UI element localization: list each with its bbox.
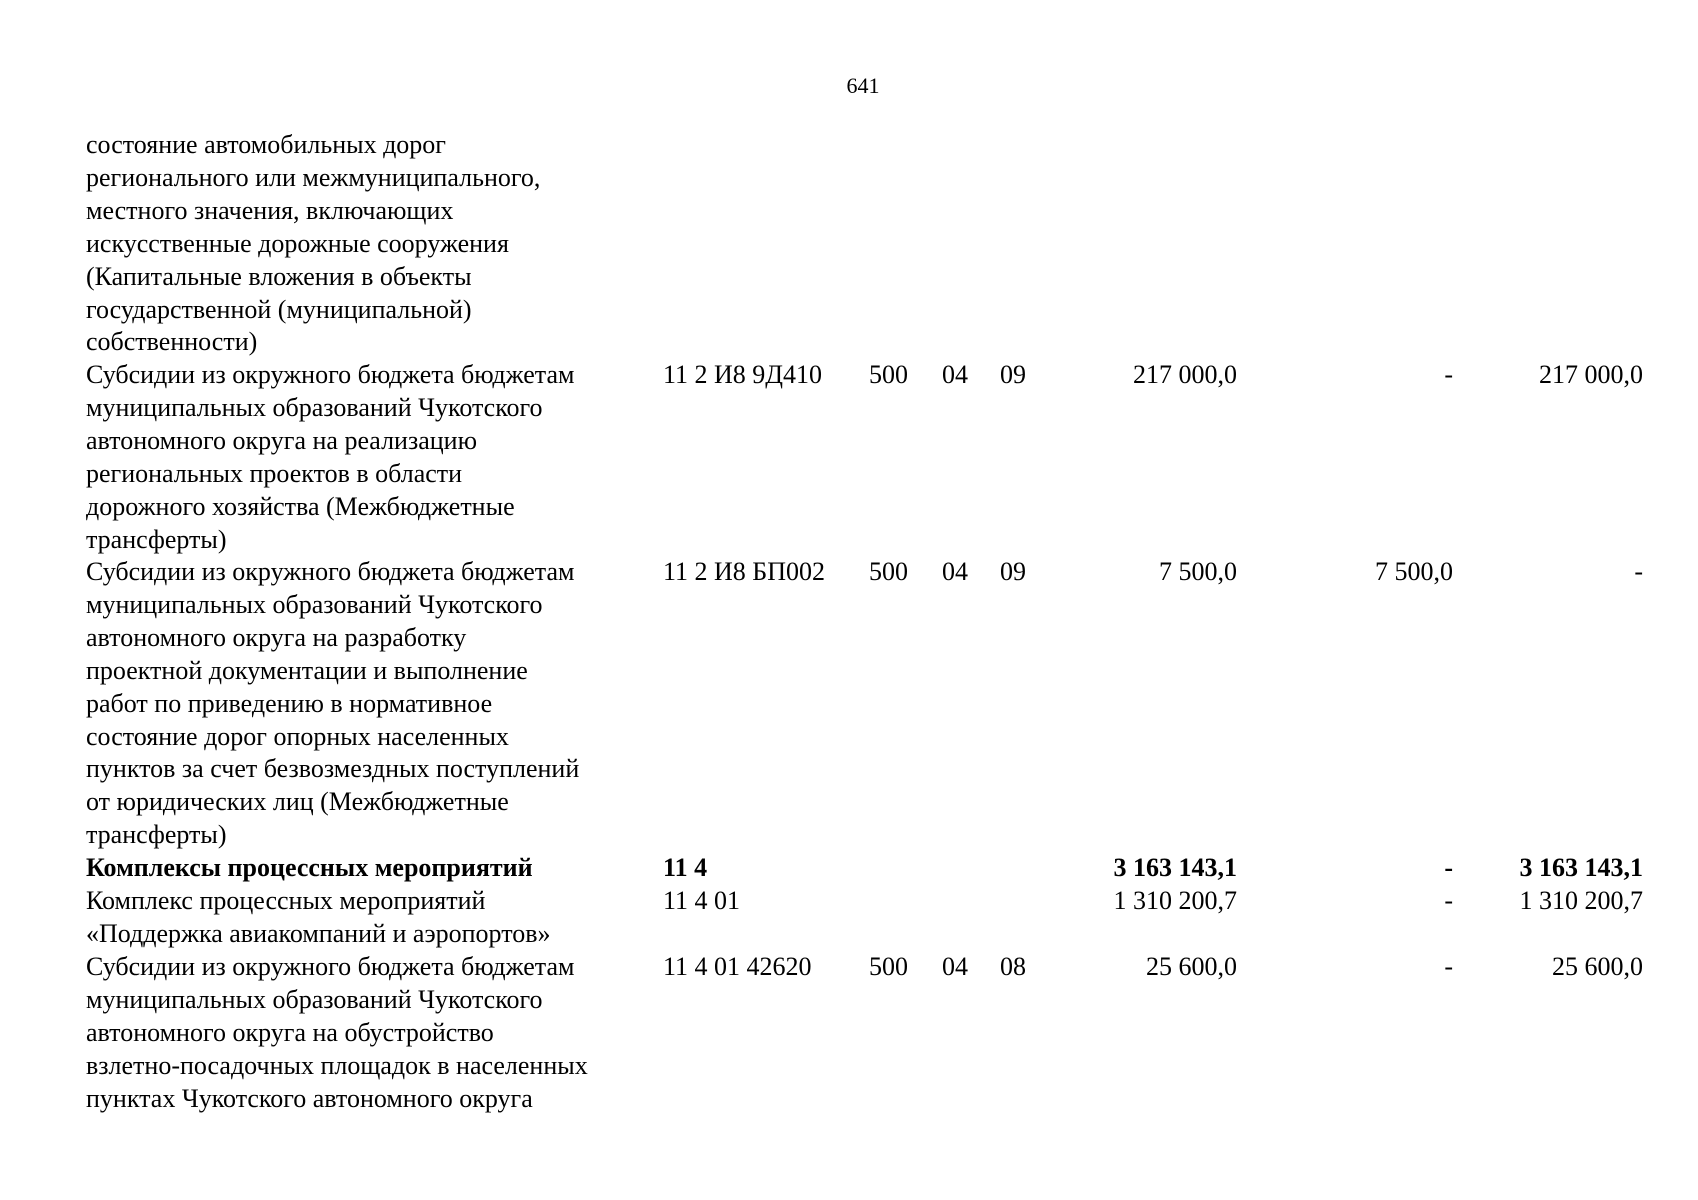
row-name: состояние автомобильных дорог регионального или межмуниципального, местного значения, включающих искусственные дорожные сооружения (Капитальные вложения в объекты государственной (муниципальной) собственности): [86, 130, 541, 357]
row-code: 11 4 01 42620: [663, 952, 812, 981]
row-code: 11 4 01: [663, 886, 741, 915]
row-amount-2: -: [1444, 952, 1453, 981]
row-subsection: 08: [1000, 952, 1026, 981]
row-total: 1 310 200,7: [1113, 886, 1237, 915]
row-amount-2: -: [1444, 360, 1453, 389]
row-expense-type: 500: [869, 360, 908, 389]
row-total: 3 163 143,1: [1113, 853, 1237, 882]
row-section: 04: [942, 557, 968, 586]
row-amount-2: -: [1444, 853, 1453, 882]
row-subsection: 09: [1000, 360, 1026, 389]
row-name: Субсидии из окружного бюджета бюджетам муниципальных образований Чукотского автономного округа на обустройство взлетно-посадочных площадок в населенных пунктах Чукотского автономного округа: [86, 952, 588, 1113]
row-total: 7 500,0: [1159, 557, 1237, 586]
row-name: Комплекс процессных мероприятий «Поддержка авиакомпаний и аэропортов»: [86, 886, 551, 948]
row-code: 11 2 И8 БП002: [663, 557, 826, 586]
row-section: 04: [942, 952, 968, 981]
row-total: 217 000,0: [1133, 360, 1237, 389]
row-amount-2: 7 500,0: [1375, 557, 1453, 586]
row-section: 04: [942, 360, 968, 389]
row-amount-3: 25 600,0: [1552, 952, 1643, 981]
row-name: Субсидии из окружного бюджета бюджетам муниципальных образований Чукотского автономного округа на реализацию региональных проектов в области дорожного хозяйства (Межбюджетные трансферты): [86, 360, 575, 554]
page-number: 641: [846, 73, 880, 98]
row-code: 11 4: [663, 853, 708, 882]
row-amount-3: 3 163 143,1: [1519, 853, 1643, 882]
row-amount-2: -: [1444, 886, 1453, 915]
row-amount-3: 217 000,0: [1539, 360, 1643, 389]
row-name: Субсидии из окружного бюджета бюджетам муниципальных образований Чукотского автономного округа на разработку проектной документации и выполнение работ по приведению в нормативное состояние дорог опорных населенных пунктов за счет безвозмездных поступлений от юридических лиц (Межбюджетные трансферты): [86, 557, 580, 850]
row-amount-3: -: [1634, 557, 1643, 586]
row-amount-3: 1 310 200,7: [1519, 886, 1643, 915]
row-code: 11 2 И8 9Д410: [663, 360, 823, 389]
row-expense-type: 500: [869, 952, 908, 981]
row-total: 25 600,0: [1146, 952, 1237, 981]
row-expense-type: 500: [869, 557, 908, 586]
row-subsection: 09: [1000, 557, 1026, 586]
row-name: Комплексы процессных мероприятий: [86, 853, 533, 882]
